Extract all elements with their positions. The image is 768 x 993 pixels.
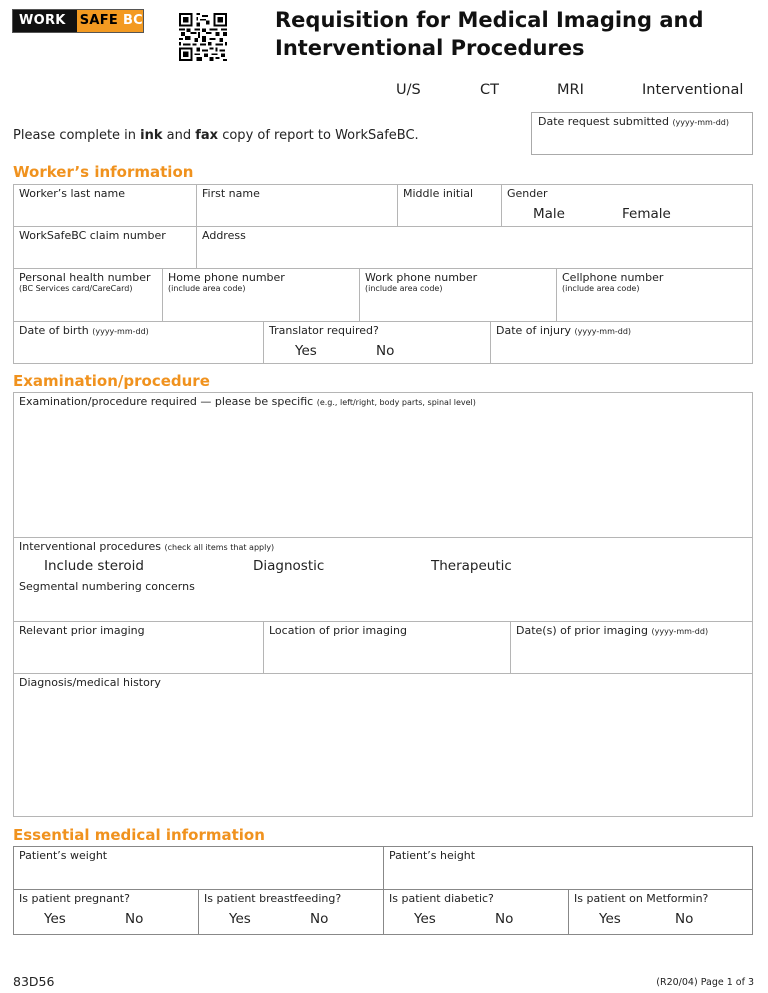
home-phone-field[interactable]: Home phone number (include area code) (162, 268, 360, 322)
exam-type-interventional[interactable]: Interventional (642, 82, 744, 98)
interventional-procedures-field: Interventional procedures (check all items that apply) (13, 537, 753, 622)
section-title-essential-medical: Essential medical information (13, 826, 265, 844)
date-of-birth-field[interactable]: Date of birth (yyyy-mm-dd) (13, 321, 264, 364)
address-field[interactable]: Address (196, 226, 753, 269)
form-code: 83D56 (13, 974, 55, 989)
location-prior-imaging-field[interactable]: Location of prior imaging (263, 621, 511, 674)
claim-number-field[interactable]: WorkSafeBC claim number (13, 226, 197, 269)
page-title: Requisition for Medical Imaging and Interventional Procedures (275, 8, 704, 60)
translator-no-option[interactable]: No (376, 343, 395, 359)
metformin-no-option[interactable]: No (675, 911, 694, 927)
segmental-numbering-concerns-label[interactable]: Segmental numbering concerns (19, 580, 195, 593)
patient-height-field[interactable]: Patient’s height (383, 846, 753, 890)
personal-health-number-field[interactable]: Personal health number (BC Services card/CareCard) (13, 268, 163, 322)
middle-initial-field[interactable]: Middle initial (397, 184, 502, 227)
breastfeeding-yes-option[interactable]: Yes (229, 911, 251, 927)
metformin-question: Is patient on Metformin? (568, 889, 753, 935)
dates-prior-imaging-field[interactable]: Date(s) of prior imaging (yyyy-mm-dd) (510, 621, 753, 674)
examination-required-field[interactable]: Examination/procedure required — please be specific (e.g., left/right, body parts, spinal level) (13, 392, 753, 538)
revision-page-number: (R20/04) Page 1 of 3 (656, 977, 754, 988)
gender-field: Gender (501, 184, 753, 227)
patient-weight-field[interactable]: Patient’s weight (13, 846, 384, 890)
date-of-injury-field[interactable]: Date of injury (yyyy-mm-dd) (490, 321, 753, 364)
logo-work: WORK (13, 10, 77, 32)
first-name-field[interactable]: First name (196, 184, 398, 227)
gender-female-option[interactable]: Female (622, 206, 671, 222)
breastfeeding-question: Is patient breastfeeding? (198, 889, 384, 935)
instruction-text: Please complete in ink and fax copy of report to WorkSafeBC. (13, 128, 419, 143)
pregnant-no-option[interactable]: No (125, 911, 144, 927)
pregnant-yes-option[interactable]: Yes (44, 911, 66, 927)
pregnant-question: Is patient pregnant? (13, 889, 199, 935)
logo-safe-bc: SAFE BC (77, 10, 143, 32)
option-diagnostic[interactable]: Diagnostic (253, 558, 325, 574)
translator-required-field: Translator required? (263, 321, 491, 364)
breastfeeding-no-option[interactable]: No (310, 911, 329, 927)
translator-yes-option[interactable]: Yes (295, 343, 317, 359)
diabetic-yes-option[interactable]: Yes (414, 911, 436, 927)
section-title-examination: Examination/procedure (13, 372, 210, 390)
diabetic-no-option[interactable]: No (495, 911, 514, 927)
diabetic-question: Is patient diabetic? (383, 889, 569, 935)
qr-code-icon (179, 12, 227, 62)
cellphone-field[interactable]: Cellphone number (include area code) (556, 268, 753, 322)
metformin-yes-option[interactable]: Yes (599, 911, 621, 927)
gender-male-option[interactable]: Male (533, 206, 565, 222)
exam-type-mri[interactable]: MRI (557, 82, 584, 98)
diagnosis-medical-history-field[interactable]: Diagnosis/medical history (13, 673, 753, 817)
work-phone-field[interactable]: Work phone number (include area code) (359, 268, 557, 322)
option-therapeutic[interactable]: Therapeutic (431, 558, 512, 574)
exam-type-ct[interactable]: CT (480, 82, 499, 98)
date-request-submitted-field[interactable]: Date request submitted (yyyy-mm-dd) (531, 112, 753, 155)
exam-type-us[interactable]: U/S (396, 82, 421, 98)
relevant-prior-imaging-field[interactable]: Relevant prior imaging (13, 621, 264, 674)
last-name-field[interactable]: Worker’s last name (13, 184, 197, 227)
option-include-steroid[interactable]: Include steroid (44, 558, 144, 574)
worksafebc-logo (12, 9, 144, 33)
section-title-workers-info: Worker’s information (13, 163, 194, 181)
